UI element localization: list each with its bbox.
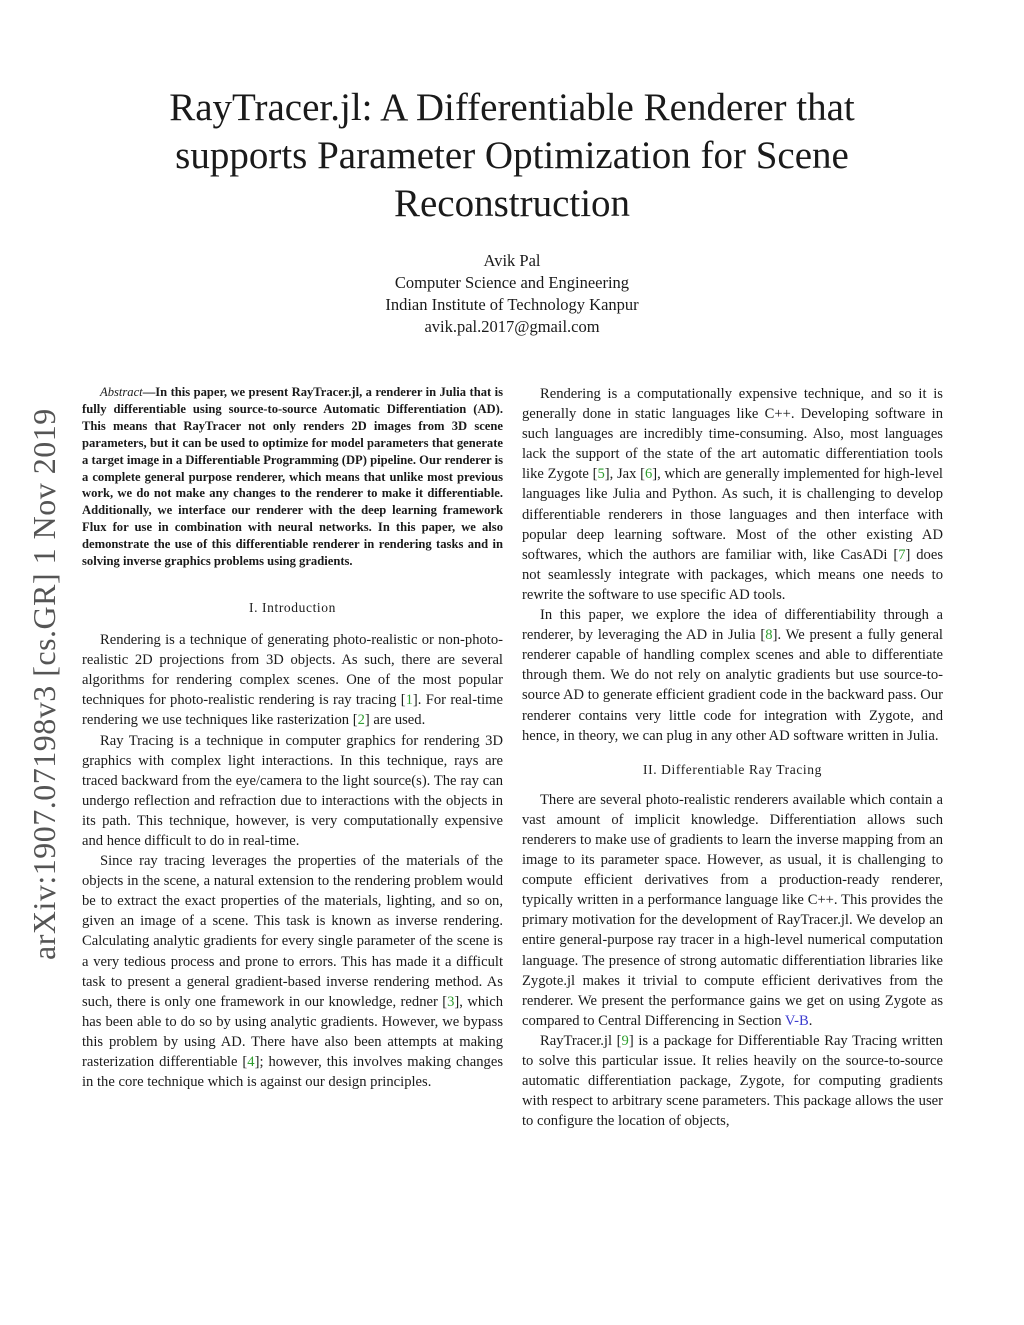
author-email[interactable]: avik.pal.2017@gmail.com [424, 317, 600, 336]
citation-link[interactable]: 4 [247, 1054, 255, 1071]
right-column [522, 384, 943, 1131]
paper-title: RayTracer.jl: A Differentiable Renderer that supports Parameter Optimization for Scene Reconstruction [169, 86, 855, 225]
abstract-text: —In this paper, we present RayTracer.jl, a renderer in Julia that is fully differentiable using source-to-source Automatic Differentiation (AD). This means that RayTracer not only renders 2D images from 3D scene parameters, but it can be used to optimize for model parameters that generate a target image in a Differentiable Programming (DP) pipeline. Our renderer is a complete general purpose renderer, which means that unlike most previous work, we do not make any changes to the renderer to make it differentiable. Additionally, we interface our renderer with the deep learning framework Flux for use in combination with neural networks. In this paper, we also demonstrate the use of this differentiable renderer in rendering tasks and in solving inverse graphics problems using gradients. [82, 385, 503, 569]
citation-link[interactable]: 8 [765, 627, 773, 644]
arxiv-identifier: arXiv:1907.07198v3 [cs.GR] 1 Nov 2019 [26, 408, 62, 960]
section-heading-introduction: I. Introduction [249, 599, 336, 615]
citation-link[interactable]: 1 [405, 692, 413, 709]
left-column [82, 384, 503, 1092]
paragraph: RayTracer.jl [9] is a package for Differentiable Ray Tracing written to solve this particular issue. It relies heavily on the source-to-source automatic differentiation package, Zygote, for computing gradients with respect to arbitrary scene parameters. This package allows the user to configure the location of objects, [522, 1032, 943, 1130]
citation-link[interactable]: 9 [621, 1032, 629, 1049]
author-institute: Indian Institute of Technology Kanpur [385, 295, 639, 314]
author-block [300, 250, 724, 338]
paragraph: Rendering is a technique of generating photo-realistic or non-photo-realistic 2D projections from 3D objects. As such, there are several algorithms for rendering complex scenes. One of the most popular techniques for photo-realistic rendering is ray tracing [1]. For real-time rendering we use techniques like rasterization [2] are used. [82, 632, 503, 729]
section-heading-differentiable-ray-tracing: II. Differentiable Ray Tracing [643, 761, 822, 777]
citation-link[interactable]: 3 [447, 993, 455, 1010]
abstract [82, 384, 503, 570]
citation-link[interactable]: 7 [898, 546, 906, 563]
paragraph: Since ray tracing leverages the properties of the materials of the objects in the scene, a natural extension to the rendering problem would be to extract the exact properties of the materials, lighting, and so on, given an image of a scene. This task is known as inverse rendering. Calculating analytic gradients for every single parameter of the scene is a very tedious process and prone to errors. This has made it a difficult task to present a general gradient-based inverse rendering method. As such, there is only one framework in our knowledge, redner [3], which has been able to do so by using analytic gradients. However, we bypass this problem by using AD. There have also been attempts at making rasterization differentiable [4]; however, this involves making changes in the core technique which is against our design principles. [82, 853, 503, 1091]
paragraph: In this paper, we explore the idea of differentiability through a renderer, by leveraging the AD in Julia [8]. We present a fully general renderer capable of handling complex scenes and able to differentiate through them. We do not rely on analytic gradients but use source-to-source AD to generate efficient gradient code in the backward pass. Our renderer contains very little code for integration with Zygote, and hence, in theory, we can plug in any other AD software written in Julia. [522, 607, 943, 744]
citation-link[interactable]: 6 [644, 466, 653, 483]
section-reference-link[interactable]: V-B [784, 1012, 809, 1029]
author-name: Avik Pal [483, 251, 541, 270]
paragraph: Ray Tracing is a technique in computer graphics for rendering 3D graphics with complex light interactions. In this technique, rays are traced backward from the eye/camera to the light source(s). The ray can undergo reflection and refraction due to interactions with the objects in its path. This technique, however, is very computationally expensive and hence difficult to do in real-time. [82, 732, 503, 849]
paragraph: There are several photo-realistic renderers available which contain a vast amount of implicit knowledge. Differentiation allows such renderers to make use of gradients to learn the inverse mapping from an image to its parameter space. However, as usual, it is challenging to compute efficient derivatives from a production-ready renderer, typically written in a performance language like C++. This provides the primary motivation for the development of RayTracer.jl. We develop an entire general-purpose ray tracer in a high-level numerical computation language. The presence of strong automatic differentiation libraries like Zygote.jl makes it trivial to compute efficient derivatives from the renderer. We present the performance gains we get on using Zygote as compared to Central Differencing in Section V-B. [522, 791, 943, 1029]
citation-link[interactable]: 2 [357, 712, 365, 729]
abstract-label: Abstract [100, 385, 143, 399]
paragraph: Rendering is a computationally expensive technique, and so it is generally done in static languages like C++. Developing software in such languages are incredibly time-consuming. Also, most languages lack the support of the state of the art automatic differentiation tools like Zygote [5], Jax [6], which are generally implemented for high-level languages like Julia and Python. As such, it is challenging to develop differentiable renderers in those languages and then interface with popular deep learning software. Most of the other existing AD softwares, which the authors are familiar with, like CasADi [7] does not seamlessly integrate with packages, which means one needs to rewrite the software to use specific AD tools. [522, 386, 943, 603]
author-department: Computer Science and Engineering [394, 273, 630, 292]
citation-link[interactable]: 5 [597, 466, 605, 483]
